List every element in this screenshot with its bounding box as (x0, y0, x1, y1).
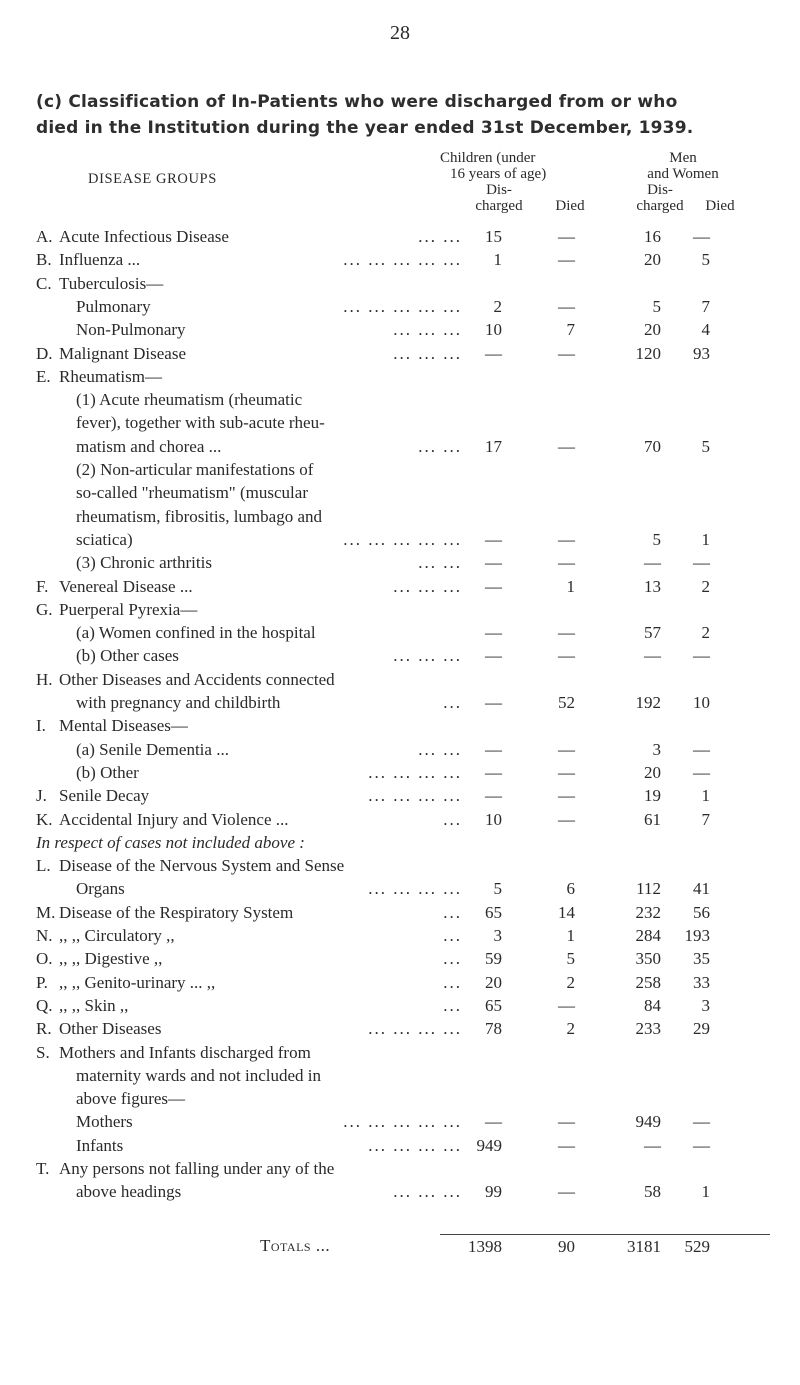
cell-children-discharged: 2 (493, 296, 502, 316)
cell-adults-discharged: 16 (644, 227, 661, 246)
cell-adults-died: — (693, 646, 710, 666)
row-letter: E. (36, 366, 51, 386)
table-row (0, 436, 800, 458)
cell-children-died: — (558, 1112, 575, 1132)
cell-children-discharged: — (485, 646, 502, 666)
cell-children-discharged: 78 (485, 1019, 502, 1039)
header-died-2: Died (705, 198, 735, 214)
cell-children-died: — (558, 786, 575, 806)
cell-children-died: — (558, 762, 575, 782)
cell-children-discharged: 99 (485, 1182, 502, 1202)
row-label: Senile Decay (59, 786, 150, 806)
header-dis-1: Dis- (486, 182, 512, 198)
cell-adults-died: 7 (701, 296, 710, 316)
cell-adults-discharged: 20 (644, 762, 661, 782)
row-leader-dots: ... (443, 693, 462, 712)
row-label: ,, ,, Circulatory ,, (59, 926, 175, 945)
row-leader-dots: ... ... ... ... ... (343, 250, 462, 270)
table-row (0, 785, 800, 807)
row-leader-dots: ... (443, 949, 462, 969)
totals-children-discharged: 1398 (468, 1237, 502, 1256)
table-row (0, 552, 800, 574)
row-leader-dots: ... ... ... (393, 1182, 462, 1202)
header-children-2: 16 years of age) (450, 166, 547, 182)
cell-adults-died: — (693, 553, 710, 573)
table-row (0, 319, 800, 341)
row-label: Other Diseases (59, 1019, 162, 1039)
table-row (0, 343, 800, 365)
row-label: so-called "rheumatism" (muscular (76, 483, 308, 503)
header-charged-1: charged (475, 198, 523, 214)
table-row (0, 599, 800, 621)
cell-adults-discharged: 3 (652, 739, 661, 759)
table-row (0, 389, 800, 411)
cell-children-died: — (558, 1182, 575, 1202)
cell-children-died: — (558, 623, 575, 643)
cell-adults-died: 193 (684, 926, 710, 945)
cell-children-discharged: — (485, 553, 502, 573)
row-letter: H. (36, 669, 53, 689)
cell-adults-discharged: 70 (644, 436, 661, 456)
row-label: Other Diseases and Accidents connected (59, 669, 335, 689)
table-row (0, 1111, 800, 1133)
row-leader-dots: ... ... ... ... ... (343, 1112, 462, 1132)
header-men-1: Men (669, 150, 697, 166)
header-disease-groups: DISEASE GROUPS (88, 171, 217, 187)
cell-adults-discharged: 5 (652, 296, 661, 316)
cell-adults-died: — (693, 739, 710, 759)
cell-adults-discharged: 5 (652, 529, 661, 549)
cell-adults-discharged: 13 (644, 576, 661, 596)
row-label: Disease of the Nervous System and Sense (59, 856, 345, 876)
row-leader-dots: ... ... ... (393, 343, 462, 363)
table-row (0, 1158, 800, 1180)
table-row (0, 412, 800, 434)
cell-children-died: — (558, 436, 575, 456)
row-letter: F. (36, 576, 49, 596)
row-label: Mental Diseases— (59, 716, 188, 736)
table-row (0, 669, 800, 691)
table-row (0, 645, 800, 667)
row-letter: C. (36, 273, 52, 293)
cell-children-died: — (558, 343, 575, 363)
row-label: ,, ,, Digestive ,, (59, 949, 163, 969)
cell-children-discharged: 65 (485, 902, 502, 922)
row-letter: M. (36, 902, 56, 922)
totals-label: Totals ... (260, 1236, 331, 1255)
table-row (0, 1088, 800, 1110)
row-leader-dots: ... (443, 809, 462, 829)
table-row (0, 226, 800, 248)
cell-children-discharged: — (485, 1112, 502, 1132)
cell-children-died: 2 (566, 1019, 575, 1039)
cell-children-died: 7 (566, 320, 575, 340)
row-label: (b) Other cases (76, 646, 179, 666)
cell-children-discharged: — (485, 623, 502, 643)
cell-children-died: — (558, 646, 575, 666)
cell-adults-died: 5 (701, 250, 710, 270)
totals-adults-died: 529 (684, 1237, 710, 1256)
cell-children-discharged: — (485, 576, 502, 596)
table-row (0, 1181, 800, 1203)
cell-adults-died: 1 (701, 1182, 710, 1202)
cell-adults-died: 56 (693, 902, 710, 922)
table-row (0, 925, 800, 947)
cell-adults-discharged: 58 (644, 1182, 661, 1202)
row-label: Puerperal Pyrexia— (59, 599, 198, 619)
table-row (0, 1018, 800, 1040)
table-row (0, 972, 800, 994)
cell-adults-died: 10 (693, 693, 710, 712)
cell-children-discharged: — (485, 762, 502, 782)
row-letter: G. (36, 599, 53, 619)
row-label: (b) Other (76, 762, 139, 782)
table-row (0, 482, 800, 504)
row-label: Acute Infectious Disease (59, 227, 229, 246)
row-leader-dots: ... ... (418, 553, 462, 573)
cell-adults-died: — (693, 1112, 710, 1132)
row-leader-dots: ... ... ... ... ... (343, 529, 462, 549)
cell-children-died: 1 (566, 926, 575, 945)
row-leader-dots: ... ... ... ... ... (343, 296, 462, 316)
row-letter: N. (36, 926, 53, 945)
table-row (0, 692, 800, 714)
cell-adults-discharged: 84 (644, 995, 661, 1015)
cell-adults-discharged: 120 (635, 343, 661, 363)
cell-children-discharged: 15 (485, 227, 502, 246)
cell-adults-died: 35 (693, 949, 710, 969)
row-leader-dots: ... (443, 995, 462, 1015)
row-leader-dots: ... (443, 926, 462, 945)
cell-adults-died: 93 (693, 343, 710, 363)
cell-children-discharged: — (485, 786, 502, 806)
row-label: Accidental Injury and Violence ... (59, 809, 289, 829)
cell-adults-discharged: 61 (644, 809, 661, 829)
row-label: ,, ,, Genito-urinary ... ,, (59, 972, 216, 992)
cell-children-discharged: — (485, 529, 502, 549)
row-label: Mothers (76, 1112, 133, 1132)
cell-adults-discharged: 233 (635, 1019, 661, 1039)
row-label: (1) Acute rheumatism (rheumatic (76, 390, 303, 410)
row-leader-dots: ... ... ... ... (368, 879, 462, 899)
row-label: Pulmonary (76, 296, 151, 316)
totals-values (0, 1236, 800, 1258)
table-row (0, 1135, 800, 1157)
row-leader-dots: ... ... ... ... (368, 786, 462, 806)
cell-children-discharged: — (485, 739, 502, 759)
row-leader-dots: ... ... ... (393, 646, 462, 666)
cell-children-died: 52 (558, 693, 575, 712)
cell-adults-died: — (693, 1135, 710, 1155)
cell-children-died: — (558, 995, 575, 1015)
cell-children-died: — (558, 227, 575, 246)
header-died-1: Died (555, 198, 585, 214)
cell-adults-discharged: 350 (635, 949, 661, 969)
cell-children-died: — (558, 529, 575, 549)
row-leader-dots: ... ... ... (393, 320, 462, 340)
cell-children-discharged: 59 (485, 949, 502, 969)
header-men-2: and Women (647, 166, 719, 182)
table-row (0, 715, 800, 737)
row-letter: D. (36, 343, 53, 363)
cell-adults-discharged: — (644, 1135, 661, 1155)
row-label: above figures— (76, 1089, 186, 1109)
table-row (0, 995, 800, 1017)
row-letter: S. (36, 1042, 50, 1062)
row-label: Rheumatism— (59, 366, 162, 386)
table-row (0, 576, 800, 598)
cell-adults-discharged: 20 (644, 250, 661, 270)
table-row (0, 855, 800, 877)
cell-adults-died: 1 (701, 529, 710, 549)
table-row (0, 1042, 800, 1064)
cell-children-discharged: 1 (493, 250, 502, 270)
row-label: Tuberculosis— (59, 273, 164, 293)
row-label: ,, ,, Skin ,, (59, 995, 129, 1015)
row-letter: O. (36, 949, 53, 969)
row-label: matism and chorea ... (76, 436, 222, 456)
cell-adults-discharged: 232 (635, 902, 661, 922)
header-charged-2: charged (636, 198, 684, 214)
row-label: Mothers and Infants discharged from (59, 1042, 311, 1062)
header-dis-2: Dis- (647, 182, 673, 198)
row-label: (3) Chronic arthritis (76, 553, 212, 573)
caption-line-2: died in the Institution during the year ended 31st December, 1939. (36, 118, 694, 138)
cell-adults-died: 4 (701, 320, 710, 340)
row-letter: I. (36, 716, 46, 736)
row-label: (2) Non-articular manifestations of (76, 460, 314, 479)
cell-children-died: — (558, 739, 575, 759)
row-label: Organs (76, 879, 125, 899)
cell-children-died: 6 (566, 879, 575, 899)
totals-adults-discharged: 3181 (627, 1237, 661, 1256)
table-row (0, 948, 800, 970)
table-row (0, 459, 800, 481)
cell-adults-died: 5 (701, 436, 710, 456)
cell-adults-discharged: — (644, 646, 661, 666)
row-leader-dots: ... ... ... (393, 576, 462, 596)
row-label: maternity wards and not included in (76, 1065, 322, 1085)
table-row (0, 739, 800, 761)
table-row (0, 622, 800, 644)
table-row (0, 296, 800, 318)
cell-adults-discharged: 112 (636, 879, 661, 899)
cell-adults-died: 7 (701, 809, 710, 829)
row-leader-dots: ... ... (418, 227, 462, 246)
cell-adults-discharged: 19 (644, 786, 661, 806)
cell-children-discharged: 949 (476, 1135, 502, 1155)
table-row (0, 1065, 800, 1087)
table-row (0, 273, 800, 295)
table-row (0, 809, 800, 831)
table-row (0, 506, 800, 528)
cell-adults-died: 1 (701, 786, 710, 806)
row-leader-dots: ... (443, 902, 462, 922)
cell-children-discharged: 3 (493, 926, 502, 945)
cell-adults-died: 2 (701, 576, 710, 596)
cell-adults-discharged: — (644, 553, 661, 573)
row-label: In respect of cases not included above : (36, 832, 305, 852)
cell-children-discharged: 10 (485, 320, 502, 340)
row-label: (a) Women confined in the hospital (76, 623, 316, 643)
cell-adults-discharged: 284 (635, 926, 661, 945)
row-letter: K. (36, 809, 53, 829)
cell-adults-died: — (693, 762, 710, 782)
row-label: above headings (76, 1182, 182, 1202)
cell-children-died: 5 (566, 949, 575, 969)
cell-children-died: — (558, 553, 575, 573)
row-label: rheumatism, fibrositis, lumbago and (76, 506, 322, 526)
cell-children-died: 1 (566, 576, 575, 596)
cell-adults-discharged: 57 (644, 623, 661, 643)
row-leader-dots: ... ... (418, 739, 462, 759)
cell-children-died: 2 (566, 972, 575, 992)
row-label: fever), together with sub-acute rheu- (76, 413, 325, 433)
cell-adults-died: 41 (693, 879, 710, 899)
row-leader-dots: ... ... (418, 436, 462, 456)
row-label: Malignant Disease (59, 343, 186, 363)
row-leader-dots: ... ... ... ... (368, 762, 462, 782)
cell-children-discharged: — (485, 693, 502, 712)
row-label: Any persons not falling under any of the (59, 1159, 335, 1178)
totals-children-died: 90 (558, 1237, 575, 1256)
row-leader-dots: ... ... ... ... (368, 1019, 462, 1039)
cell-children-discharged: 10 (485, 809, 502, 829)
row-letter: R. (36, 1019, 52, 1039)
cell-children-died: 14 (558, 902, 575, 922)
cell-children-died: — (558, 1135, 575, 1155)
cell-adults-died: 2 (701, 623, 710, 643)
cell-children-died: — (558, 809, 575, 829)
row-letter: P. (36, 972, 48, 992)
table-row (0, 878, 800, 900)
row-label: Non-Pulmonary (76, 320, 186, 340)
cell-adults-died: 3 (701, 995, 710, 1015)
cell-adults-died: — (693, 227, 710, 246)
table-row (0, 366, 800, 388)
row-leader-dots: ... ... ... ... (368, 1135, 462, 1155)
row-letter: A. (36, 227, 53, 246)
cell-adults-discharged: 949 (635, 1112, 661, 1132)
row-label: (a) Senile Dementia ... (76, 739, 229, 759)
cell-children-discharged: — (485, 343, 502, 363)
table-row (0, 832, 800, 854)
row-letter: J. (36, 786, 47, 806)
page-number: 28 (390, 22, 410, 44)
table-row (0, 762, 800, 784)
row-label: sciatica) (76, 529, 133, 549)
row-letter: L. (36, 856, 51, 876)
table-row (0, 529, 800, 551)
row-letter: T. (36, 1159, 50, 1178)
row-label: with pregnancy and childbirth (76, 693, 281, 712)
cell-children-discharged: 20 (485, 972, 502, 992)
cell-adults-died: 29 (693, 1019, 710, 1039)
cell-children-discharged: 65 (485, 995, 502, 1015)
cell-children-discharged: 5 (493, 879, 502, 899)
row-label: Influenza ... (59, 250, 141, 270)
row-leader-dots: ... (443, 972, 462, 992)
row-letter: B. (36, 250, 52, 270)
table-row (0, 249, 800, 271)
cell-adults-died: 33 (693, 972, 710, 992)
row-label: Disease of the Respiratory System (59, 902, 294, 922)
cell-children-died: — (558, 296, 575, 316)
caption-line-1: (c) Classification of In-Patients who were discharged from or who (36, 92, 678, 112)
row-label: Infants (76, 1135, 124, 1155)
row-label: Venereal Disease ... (59, 576, 193, 596)
cell-adults-discharged: 192 (635, 693, 661, 712)
row-letter: Q. (36, 995, 53, 1015)
table-row (0, 902, 800, 924)
cell-children-discharged: 17 (485, 436, 502, 456)
cell-children-died: — (558, 250, 575, 270)
cell-adults-discharged: 258 (635, 972, 661, 992)
cell-adults-discharged: 20 (644, 320, 661, 340)
header-children-1: Children (under (440, 150, 536, 166)
totals-rule (440, 1234, 770, 1235)
